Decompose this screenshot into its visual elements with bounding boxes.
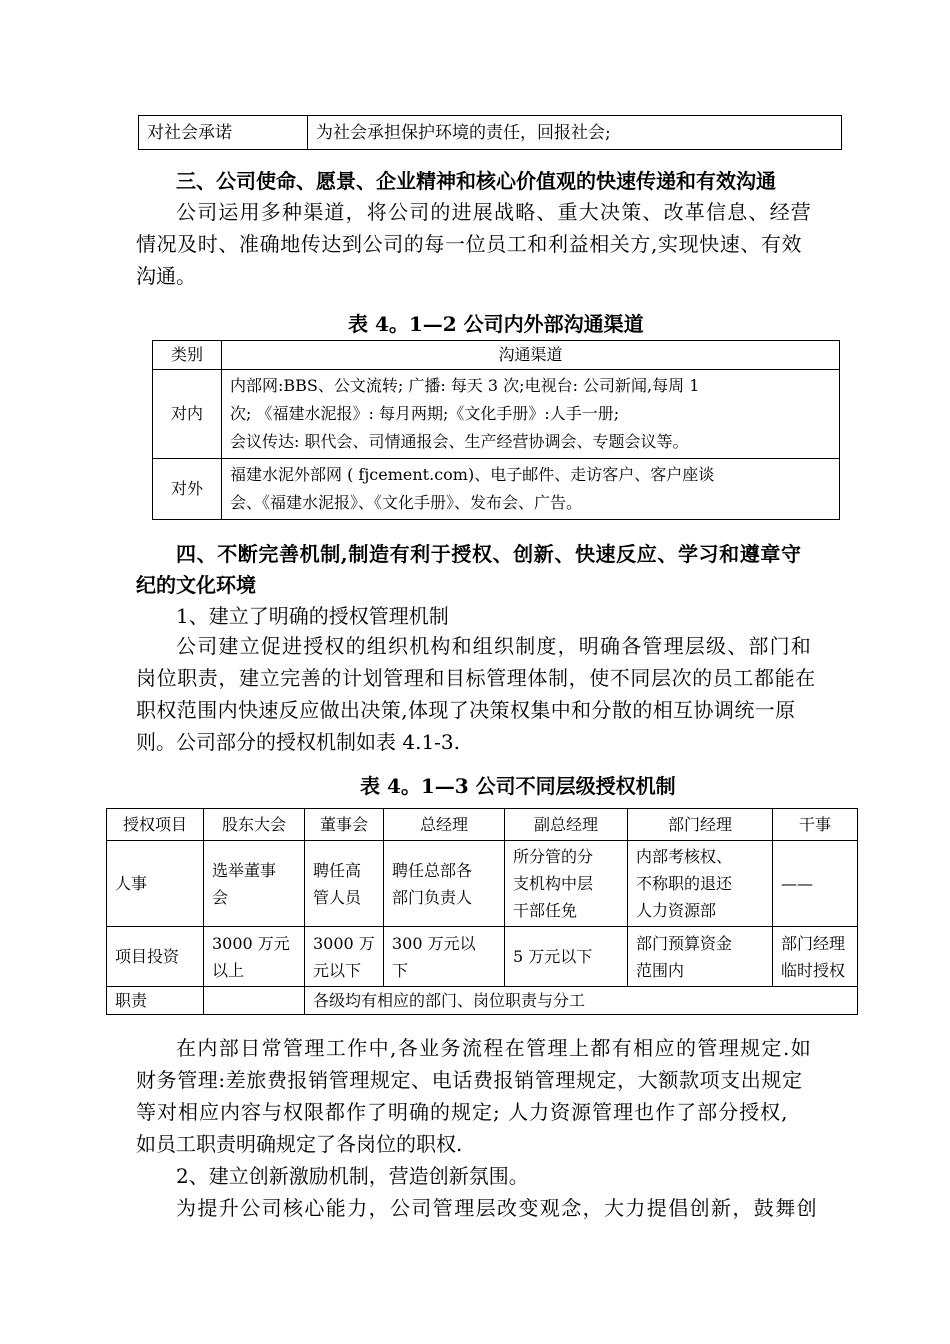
section4-para-line3: 职权范围内快速反应做出决策,体现了决策权集中和分散的相互协调统一原	[136, 698, 796, 722]
cell-line: 不称职的退还	[636, 874, 733, 893]
top-commitment-table	[138, 115, 842, 150]
table-row	[153, 459, 840, 520]
table3-caption: 表 4。1—3 公司不同层级授权机制	[360, 774, 676, 798]
authorization-table	[106, 808, 858, 1015]
cell-line: 元以下	[313, 960, 362, 980]
table3-invest-shareholders	[204, 927, 305, 987]
cell-line: 300 万元以	[392, 933, 476, 953]
table2-category-external: 对外	[153, 459, 222, 520]
table3-personnel-staff: ——	[773, 841, 858, 927]
communication-channels-table	[152, 340, 840, 520]
cell-line: 聘任总部各	[392, 860, 473, 880]
section3-para-line3: 沟通。	[136, 264, 196, 288]
table3-invest-board	[305, 927, 384, 987]
cell-line: 部门预算资金	[636, 933, 733, 953]
section4-para-line1: 公司建立促进授权的组织机构和组织制度，明确各管理层级、部门和	[176, 634, 812, 658]
table3-header-board: 董事会	[305, 809, 384, 841]
cell-line: 部门经理	[781, 933, 846, 953]
table3-invest-staff	[773, 927, 858, 987]
cell-line: 选举董事	[212, 860, 277, 880]
table2-caption: 表 4。1—2 公司内外部沟通渠道	[348, 312, 644, 336]
after-table-para-line1: 在内部日常管理工作中,各业务流程在管理上都有相应的管理规定.如	[176, 1036, 813, 1060]
table2-header-channels: 沟通渠道	[222, 341, 840, 370]
table2-internal-line3: 会议传达: 职代会、司情通报会、生产经营协调会、专题会议等。	[230, 432, 689, 451]
table2-external-line2: 会、《福建水泥报》、《文化手册》、发布会、广告。	[230, 493, 583, 512]
cell-line: 内部考核权、	[636, 847, 733, 866]
table3-header-deputy: 副总经理	[505, 809, 628, 841]
section4-para-line4: 则。公司部分的授权机制如表 4.1-3.	[136, 730, 461, 754]
cell-line: 部门负责人	[392, 887, 473, 907]
table2-internal-line1: 内部网:BBS、公文流转; 广播: 每天 3 次;电视台: 公司新闻,每周 1	[230, 376, 700, 395]
table3-personnel-deputy	[505, 841, 628, 927]
section4-subheading-1: 1、建立了明确的授权管理机制	[176, 604, 449, 628]
cell-line: 下	[392, 960, 409, 980]
table3-personnel-gm	[384, 841, 505, 927]
table3-personnel-shareholders	[204, 841, 305, 927]
cell-line: 范围内	[636, 960, 685, 980]
after-table-para-line4: 如员工职责明确规定了各岗位的职权.	[136, 1132, 463, 1156]
table3-header-dept: 部门经理	[628, 809, 773, 841]
section3-para-line2: 情况及时、准确地传达到公司的每一位员工和利益相关方,实现快速、有效	[136, 232, 803, 256]
section4-heading-line1: 四、不断完善机制,制造有利于授权、创新、快速反应、学习和遵章守	[176, 542, 802, 566]
innovation-para-line1: 为提升公司核心能力，公司管理层改变观念，大力提倡创新，鼓舞创	[176, 1196, 818, 1220]
cell-line: 干部任免	[513, 901, 578, 920]
cell-line: 支机构中层	[513, 874, 594, 893]
section3-para-line1: 公司运用多种渠道，将公司的进展战略、重大决策、改革信息、经营	[176, 200, 812, 224]
table3-invest-gm	[384, 927, 505, 987]
table2-header-category: 类别	[153, 341, 222, 370]
cell-line: 3000 万	[313, 933, 375, 953]
table3-header-gm: 总经理	[384, 809, 505, 841]
commitment-value: 为社会承担保护环境的责任，回报社会;	[308, 116, 842, 150]
section3-heading: 三、公司使命、愿景、企业精神和核心价值观的快速传递和有效沟通	[176, 169, 776, 193]
table3-personnel-board	[305, 841, 384, 927]
cell-line: 所分管的分	[513, 847, 594, 866]
section4-heading-line2: 纪的文化环境	[136, 573, 256, 597]
table3-duty-item: 职责	[107, 987, 204, 1015]
table3-invest-deputy: 5 万元以下	[505, 927, 628, 987]
table3-header-staff: 干事	[773, 809, 858, 841]
table3-invest-dept	[628, 927, 773, 987]
table3-duty-merged: 各级均有相应的部门、岗位职责与分工	[305, 987, 858, 1015]
table3-invest-item: 项目投资	[107, 927, 204, 987]
table2-category-internal: 对内	[153, 370, 222, 459]
section4-subheading-2: 2、建立创新激励机制，营造创新氛围。	[176, 1164, 529, 1188]
cell-line: 聘任高	[313, 860, 362, 880]
table-row	[107, 987, 858, 1015]
table2-external-line1: 福建水泥外部网 ( fjcement.com)、电子邮件、走访客户、客户座谈	[230, 465, 715, 484]
table3-duty-shareholders	[204, 987, 305, 1015]
table3-header-shareholders: 股东大会	[204, 809, 305, 841]
table-row	[107, 927, 858, 987]
table3-header-item: 授权项目	[107, 809, 204, 841]
section4-para-line2: 岗位职责，建立完善的计划管理和目标管理体制，使不同层次的员工都能在	[136, 666, 816, 690]
cell-line: 管人员	[313, 887, 362, 907]
cell-line: 会	[212, 887, 229, 907]
table2-internal-line2: 次; 《福建水泥报》: 每月两期;《文化手册》:人手一册;	[230, 404, 620, 423]
table-row	[153, 370, 840, 459]
commitment-label: 对社会承诺	[139, 116, 308, 150]
table-header-row	[107, 809, 858, 841]
cell-line: 3000 万元	[212, 933, 290, 953]
table-row	[107, 841, 858, 927]
after-table-para-line3: 等对相应内容与权限都作了明确的规定; 人力资源管理也作了部分授权,	[136, 1100, 789, 1124]
cell-line: 临时授权	[781, 960, 846, 980]
table2-channels-external	[222, 459, 840, 520]
cell-line: 人力资源部	[636, 901, 717, 920]
table3-personnel-item: 人事	[107, 841, 204, 927]
table3-personnel-dept	[628, 841, 773, 927]
after-table-para-line2: 财务管理:差旅费报销管理规定、电话费报销管理规定，大额款项支出规定	[136, 1068, 803, 1092]
cell-line: 以上	[212, 960, 245, 980]
table2-channels-internal	[222, 370, 840, 459]
